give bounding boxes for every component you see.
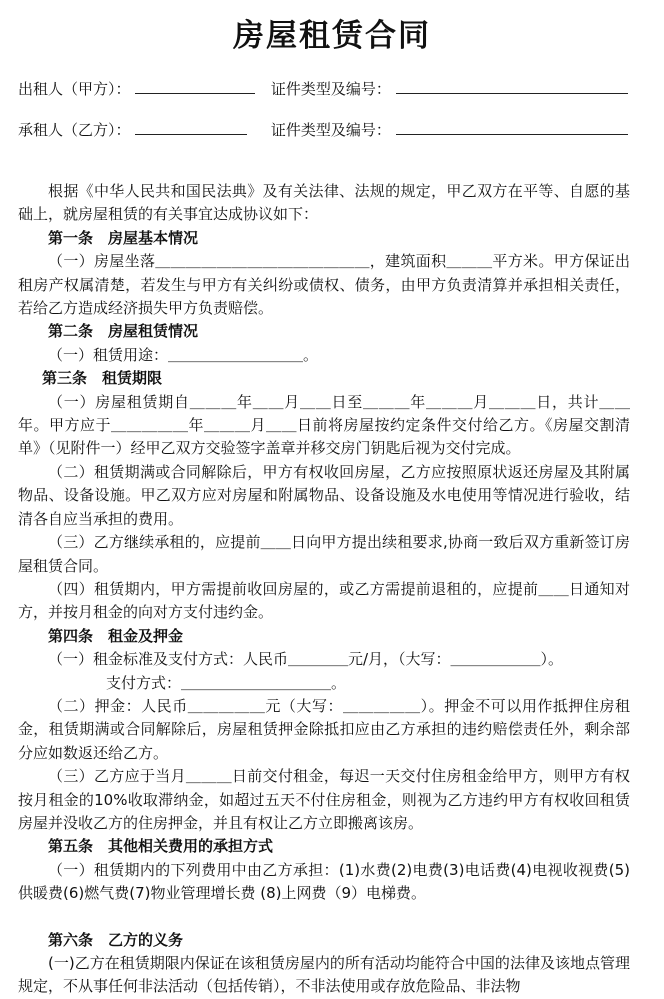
lessee-id-blank[interactable] bbox=[396, 119, 628, 135]
article-5-heading: 第五条 其他相关费用的承担方式 bbox=[48, 837, 274, 856]
article-4-payment-method: 支付方式：＿＿＿＿＿＿＿＿＿＿。 bbox=[106, 673, 347, 692]
lessee-row bbox=[18, 119, 628, 141]
lessor-label: 出租人（甲方）： bbox=[18, 80, 131, 98]
article-2-heading: 第二条 房屋租赁情况 bbox=[48, 322, 199, 341]
article-6-clause-1: (一)乙方在租赁期限内保证在该租赁房屋内的所有活动均能符合中国的法律及该地点管理规定，不从事任何非法活动（包括传销），不非法使用或存放危险品、非法物 bbox=[18, 954, 630, 996]
article-5-clause-1: （一）租赁期内的下列费用中由乙方承担：(1)水费(2)电费(3)电话费(4)电视收视费(5)供暖费(6)燃气费(7)物业管理增长费 (8)上网费（9）电梯费。 bbox=[18, 860, 630, 903]
article-4-heading: 第四条 租金及押金 bbox=[48, 626, 184, 645]
article-3-clause-2: （二）租赁期满或合同解除后，甲方有权收回房屋，乙方应按照原状返还房屋及其附属物品、设备设施。甲乙双方应对房屋和附属物品、设备设施及水电使用等情况进行验收，结清各自应当承担的费用。 bbox=[18, 462, 630, 528]
lessor-name-blank[interactable] bbox=[135, 78, 255, 94]
article-4-clause-3: （三）乙方应于当月＿＿＿日前交付租金，每迟一天交付住房租金给甲方，则甲方有权按月租金的10%收取滞纳金，如超过五天不付住房租金，则视为乙方违约甲方有权收回租赁房屋并没收乙方的住房押金，并且有权让乙方立即搬离该房。 bbox=[18, 767, 630, 832]
article-4-clause-1: （一）租金标准及支付方式：人民币＿＿＿＿元/月，（大写：＿＿＿＿＿＿）。 bbox=[48, 650, 564, 669]
lessee-id-label: 证件类型及编号： bbox=[270, 121, 391, 139]
lessee-label: 承租人（乙方）： bbox=[18, 121, 131, 139]
lessor-row bbox=[18, 78, 628, 100]
article-1-clause-1: （一）房屋坐落＿＿＿＿＿＿＿＿＿＿＿＿＿＿，建筑面积＿＿＿平方米。甲方保证出租房产权属清楚，若发生与甲方有关纠纷或债权、债务，由甲方负责清算并承担相关责任，若给乙方造成经济损失甲方负责赔偿。 bbox=[18, 252, 630, 318]
article-4-clause-2: （二）押金：人民币＿＿＿＿＿元（大写：＿＿＿＿＿）。押金不可以用作抵押住房租金，租赁期满或合同解除后，房屋租赁押金除抵扣应由乙方承担的违约赔偿责任外，剩余部分应如数返还给乙方。 bbox=[18, 696, 630, 762]
article-2-clause-1: （一）租赁用途：＿＿＿＿＿＿＿＿＿。 bbox=[48, 345, 319, 364]
section-spacer bbox=[18, 906, 630, 929]
lessee-name-blank[interactable] bbox=[135, 119, 247, 135]
preamble: 根据《中华人民共和国民法典》及有关法律、法规的规定，甲乙双方在平等、自愿的基础上，就房屋租赁的有关事宜达成协议如下： bbox=[18, 182, 630, 224]
article-3-clause-1: （一）房屋租赁期自＿＿＿年＿＿月＿＿日至＿＿＿年＿＿＿月＿＿＿日，共计＿＿年。甲方应于＿＿＿＿＿年＿＿＿月＿＿日前将房屋按约定条件交付给乙方。《房屋交割清单》（见附件一）经甲乙双方交验签字盖章并移交房门钥匙后视为交付完成。 bbox=[18, 392, 630, 458]
contract-body bbox=[18, 180, 630, 999]
article-3-clause-3: （三）乙方继续承租的，应提前＿＿日向甲方提出续租要求,协商一致后双方重新签订房屋租赁合同。 bbox=[18, 533, 630, 575]
article-6-heading: 第六条 乙方的义务 bbox=[48, 930, 184, 949]
lessor-id-label: 证件类型及编号： bbox=[270, 80, 391, 98]
lessor-id-blank[interactable] bbox=[396, 78, 628, 94]
article-3-clause-4: （四）租赁期内，甲方需提前收回房屋的，或乙方需提前退租的，应提前＿＿日通知对方，并按月租金的向对方支付违约金。 bbox=[18, 579, 630, 622]
article-1-heading: 第一条 房屋基本情况 bbox=[48, 228, 199, 247]
article-3-heading: 第三条 租赁期限 bbox=[42, 369, 163, 388]
document-title: 房屋租赁合同 bbox=[233, 18, 431, 54]
